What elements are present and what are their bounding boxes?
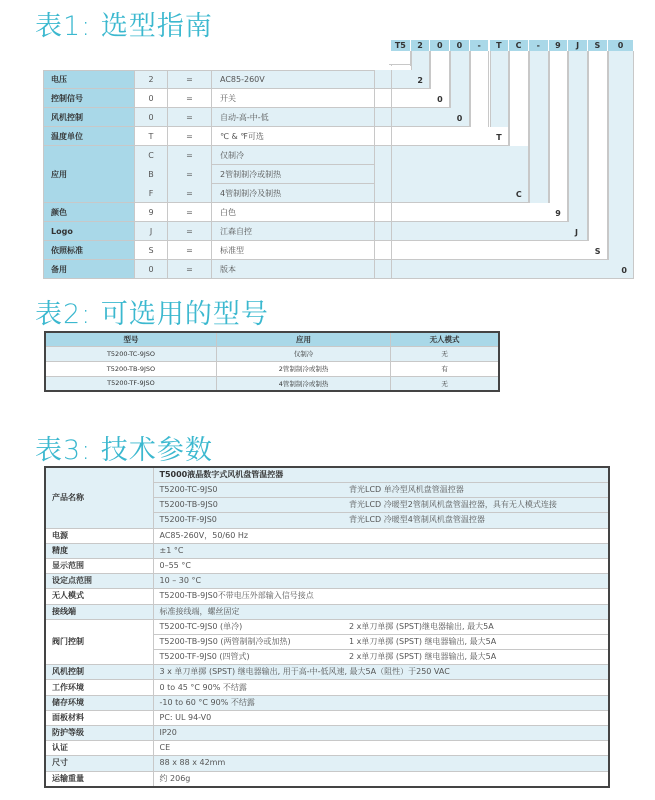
table-row (45, 619, 609, 634)
code-header-cell: 9 (549, 40, 569, 51)
code-connector (374, 222, 588, 241)
code-header-cell: - (529, 40, 549, 51)
option-description: 白色 (212, 203, 374, 222)
code-char-marker: 0 (456, 114, 463, 123)
spec-value: IP20 (153, 726, 609, 741)
table-header-row (45, 332, 499, 346)
code-header-cell: J (568, 40, 588, 51)
code-char-marker: J (575, 228, 578, 237)
equals-sign: = (168, 260, 212, 279)
cell-application: 2管制制冷或制热 (216, 361, 390, 376)
code-header-cell: T (490, 40, 510, 51)
product-desc: 背光LCD 单冷型风机盘管温控器 (343, 483, 609, 498)
code-char-marker: 9 (555, 209, 561, 218)
divider (391, 222, 392, 241)
spec-label: 精度 (45, 543, 153, 558)
cell-application: 4管制制冷或制热 (216, 376, 390, 391)
option-label: 温度单位 (43, 127, 135, 146)
spec-value: 3 x 单刀单掷 (SPST) 继电器输出, 用于高-中-低风速, 最大5A（阻性）于250 VAC (153, 665, 609, 680)
spec-value: T5200-TB-9JS0不带电压外部输入信号接点 (153, 589, 609, 604)
equals-sign: = (168, 108, 212, 127)
code-column-guide (549, 51, 569, 222)
spec-label: 面板材料 (45, 710, 153, 725)
option-code: B (135, 165, 168, 184)
available-models-table (44, 331, 500, 392)
header-application: 应用 (216, 332, 390, 346)
code-connector (374, 108, 470, 127)
option-code: T (135, 127, 168, 146)
code-header-cell: 0 (450, 40, 470, 51)
table-row (45, 528, 609, 543)
divider (391, 127, 392, 146)
equals-sign: = (168, 222, 212, 241)
cell-application: 仅制冷 (216, 346, 390, 361)
option-description: 江森自控 (212, 222, 374, 241)
table-row (45, 680, 609, 695)
product-model: T5200-TF-9JS0 (153, 513, 343, 528)
code-connector (374, 241, 608, 260)
equals-sign: = (168, 203, 212, 222)
option-description: 自动-高-中-低 (212, 108, 374, 127)
spec-label: 设定点范围 (45, 574, 153, 589)
table-row (45, 376, 499, 391)
table-row (45, 543, 609, 558)
code-column-guide (529, 51, 549, 203)
code-connector (374, 260, 634, 279)
valve-output: 2 x单刀单掷 (SPST)继电器输出, 最大5A (343, 619, 609, 634)
table-row (45, 361, 499, 376)
code-char-marker: S (594, 247, 601, 256)
spec-value: AC85-260V，50/60 Hz (153, 528, 609, 543)
table-row (45, 558, 609, 573)
option-description: 2管制制冷或制热 (212, 165, 374, 184)
divider (391, 89, 392, 108)
cell-model: T5200-TF-9JSO (45, 376, 216, 391)
table-row (45, 574, 609, 589)
spec-label: 运输重量 (45, 771, 153, 787)
spec-label: 认证 (45, 741, 153, 756)
code-header-cell: T5 (391, 40, 411, 51)
option-code: 9 (135, 203, 168, 222)
spec-label: 显示范围 (45, 558, 153, 573)
option-description: 4管制制冷及制热 (212, 184, 374, 203)
code-header-cell: 0 (608, 40, 635, 51)
code-char-marker: C (515, 190, 522, 199)
code-header-cell: 2 (411, 40, 431, 51)
table-row (45, 589, 609, 604)
table1-title: 表1: 选型指南 (35, 11, 213, 42)
divider (391, 260, 392, 279)
table-row (45, 741, 609, 756)
spec-label: 阀门控制 (45, 619, 153, 665)
product-desc: 背光LCD 冷暖型2管制风机盘管温控器，具有无人模式连接 (343, 498, 609, 513)
table-row (45, 771, 609, 787)
option-description: 仅制冷 (212, 146, 374, 165)
equals-sign: = (168, 70, 212, 89)
option-label: 颜色 (43, 203, 135, 222)
valve-output: 2 x单刀单掷 (SPST) 继电器输出, 最大5A (343, 650, 609, 665)
equals-sign: = (168, 184, 212, 203)
option-label: 风机控制 (43, 108, 135, 127)
valve-model: T5200-TB-9JS0 (两管制制冷或加热) (153, 634, 343, 649)
spec-value: 0–55 °C (153, 558, 609, 573)
option-description: 标准型 (212, 241, 374, 260)
equals-sign: = (168, 89, 212, 108)
table-row (45, 665, 609, 680)
technical-specs-table (44, 466, 610, 788)
table-row (45, 346, 499, 361)
spec-value: 10 – 30 °C (153, 574, 609, 589)
option-code: F (135, 184, 168, 203)
option-label: 控制信号 (43, 89, 135, 108)
spec-value: 标准接线端，螺丝固定 (153, 604, 609, 619)
cell-model: T5200-TB-9JSO (45, 361, 216, 376)
spec-value: ±1 °C (153, 543, 609, 558)
divider (391, 146, 392, 203)
option-description: AC85-260V (212, 70, 374, 89)
spec-value: 约 206g (153, 771, 609, 787)
option-code: 0 (135, 260, 168, 279)
code-char-marker: 0 (437, 95, 443, 104)
spec-value: CE (153, 741, 609, 756)
code-connector (374, 203, 568, 222)
option-label: 备用 (43, 260, 135, 279)
table-row (45, 604, 609, 619)
code-header-cell: C (509, 40, 529, 51)
code-char-marker: 2 (417, 76, 423, 85)
equals-sign: = (168, 165, 212, 184)
option-code: J (135, 222, 168, 241)
code-column-guide (608, 51, 635, 279)
header-unoccupied-mode: 无人模式 (391, 332, 499, 346)
code-header-cell: S (588, 40, 608, 51)
table3-title: 表3: 技术参数 (35, 435, 213, 466)
code-connector (389, 51, 411, 65)
code-column-guide (470, 51, 490, 127)
code-header-cell: - (470, 40, 490, 51)
table-row (45, 695, 609, 710)
option-description: 版本 (212, 260, 374, 279)
cell-model: T5200-TC-9JSO (45, 346, 216, 361)
table-row (45, 467, 609, 483)
option-description: 开关 (212, 89, 374, 108)
divider (391, 241, 392, 260)
option-description: ℃ & ℉可选 (212, 127, 374, 146)
code-column-guide (568, 51, 588, 241)
code-connector (374, 127, 509, 146)
spec-value: -10 to 60 °C 90% 不结露 (153, 695, 609, 710)
selection-guide-table (0, 0, 655, 280)
option-code: S (135, 241, 168, 260)
valve-output: 1 x单刀单掷 (SPST) 继电器输出, 最大5A (343, 634, 609, 649)
option-code: 2 (135, 70, 168, 89)
valve-model: T5200-TC-9JS0 (单冷) (153, 619, 343, 634)
code-connector (374, 146, 529, 203)
spec-value: 0 to 45 °C 90% 不结露 (153, 680, 609, 695)
option-code: 0 (135, 108, 168, 127)
table-row (45, 726, 609, 741)
spec-value: PC: UL 94-V0 (153, 710, 609, 725)
equals-sign: = (168, 127, 212, 146)
table-row (45, 710, 609, 725)
option-code: 0 (135, 89, 168, 108)
code-char-marker: T (496, 133, 502, 142)
spec-label: 电源 (45, 528, 153, 543)
option-label: 电压 (43, 70, 135, 89)
product-series-heading: T5000液晶数字式风机盘管温控器 (153, 467, 609, 483)
option-label: 依照标准 (43, 241, 135, 260)
option-label: 应用 (43, 146, 135, 203)
spec-label: 风机控制 (45, 665, 153, 680)
divider (391, 70, 392, 89)
header-model: 型号 (45, 332, 216, 346)
equals-sign: = (168, 241, 212, 260)
spec-value: 88 x 88 x 42mm (153, 756, 609, 771)
spec-label: 产品名称 (45, 467, 153, 528)
code-column-guide (588, 51, 608, 260)
table-row (45, 756, 609, 771)
equals-sign: = (168, 146, 212, 165)
cell-unoccupied: 无 (391, 376, 499, 391)
spec-label: 接线端 (45, 604, 153, 619)
spec-label: 工作环境 (45, 680, 153, 695)
option-label: Logo (43, 222, 135, 241)
product-desc: 背光LCD 冷暖型4管制风机盘管温控器 (343, 513, 609, 528)
table2-title: 表2: 可选用的型号 (35, 299, 269, 330)
spec-label: 储存环境 (45, 695, 153, 710)
code-header-cell: 0 (430, 40, 450, 51)
spec-label: 防护等级 (45, 726, 153, 741)
code-char-marker: 0 (621, 266, 627, 275)
valve-model: T5200-TF-9JS0 (四管式) (153, 650, 343, 665)
cell-unoccupied: 有 (391, 361, 499, 376)
divider (391, 108, 392, 127)
divider (391, 203, 392, 222)
spec-label: 尺寸 (45, 756, 153, 771)
spec-label: 无人模式 (45, 589, 153, 604)
option-code: C (135, 146, 168, 165)
product-model: T5200-TB-9JS0 (153, 498, 343, 513)
cell-unoccupied: 无 (391, 346, 499, 361)
product-model: T5200-TC-9JS0 (153, 483, 343, 498)
